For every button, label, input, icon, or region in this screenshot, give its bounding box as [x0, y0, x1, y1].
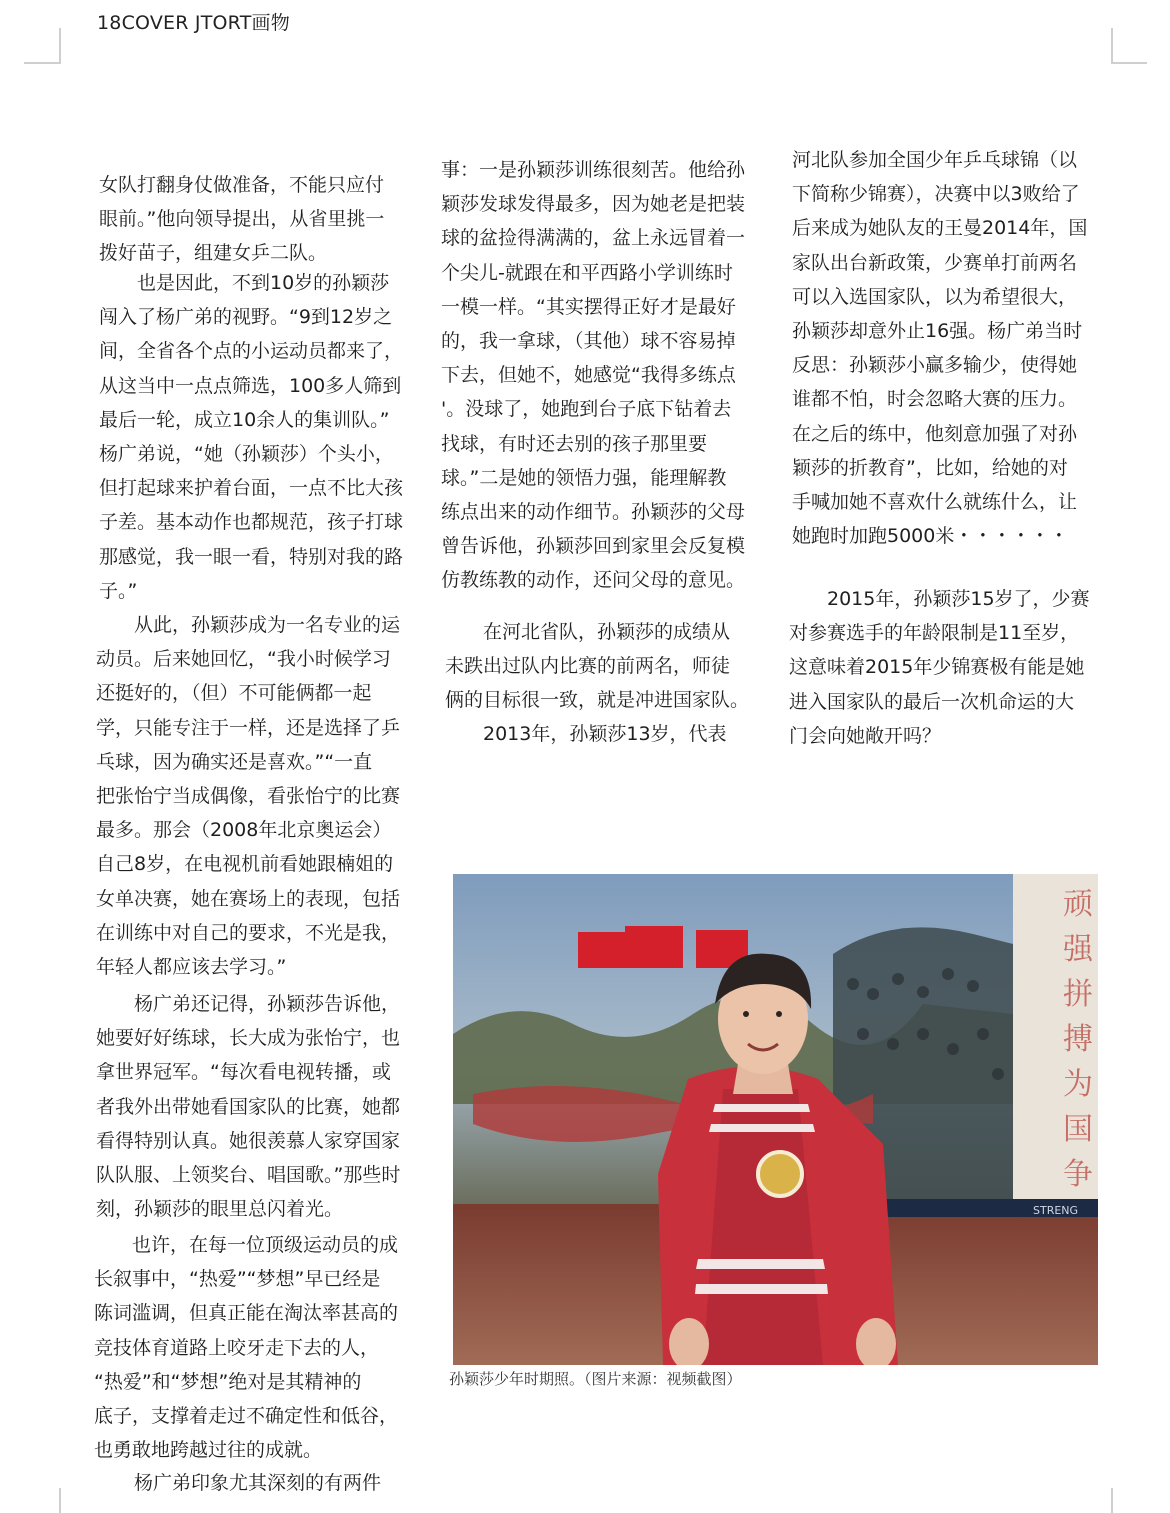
sweater-emblem	[758, 1152, 802, 1196]
left-paragraph-1: 女队打翻身仗做准备，不能只应付 眼前。”他向领导提出，从省里挑一 拨好苗子，组建女乒二队。	[99, 174, 385, 265]
vertical-banner-text	[1063, 887, 1094, 1192]
eye-left	[743, 1011, 749, 1017]
svg-text:国: 国	[1063, 1112, 1093, 1147]
svg-text:顽: 顽	[1063, 887, 1093, 922]
svg-text:拼: 拼	[1063, 977, 1093, 1012]
middle-paragraph-3: 2013年，孙颖莎13岁，代表	[445, 723, 727, 745]
svg-text:强: 强	[1063, 932, 1093, 967]
table-brand-text: STRENG	[1033, 1204, 1079, 1217]
left-paragraph-2: 也是因此，不到10岁的孙颖莎 闯入了杨广弟的视野。“9到12岁之 间，全省各个点的小运动员都来了， 从这当中一点点筛选，100多人筛到 最后一轮，成立10余人的集训队。” 杨广弟说，“她（孙颖莎）个头小， 但打起球来护着台面，一点不比大孩 子差。基本动作也都规范，孩子打球 那感觉，我一眼一看，特别对我的路 子。”	[99, 272, 404, 602]
eye-right	[776, 1011, 782, 1017]
svg-text:争: 争	[1063, 1157, 1093, 1192]
photo-caption: 孙颖莎少年时期照。（图片来源：视频截图）	[449, 1370, 742, 1388]
left-paragraph-3: 从此，孙颖莎成为一名专业的运 动员。后来她回忆，“我小时候学习 还挺好的，（但）不可能俩都一起 学，只能专注于一样，还是选择了乒 乓球，因为确实还是喜欢。”“一直 把张怡宁当成偶像，看张怡宁的比赛 最多。那会（2008年北京奥运会） 自己8岁，在电视机前看她跟楠姐的 女单决赛，她在赛场上的表现，包括 在训练中对自己的要求，不光是我， 年轻人都应该去学习。”	[96, 614, 401, 979]
page-header: 18COVER JTORT画物	[97, 12, 290, 34]
crop-mark-top-left-v	[59, 28, 61, 64]
flag-1	[578, 932, 628, 968]
svg-text:为: 为	[1063, 1067, 1093, 1102]
right-paragraph-1: 河北队参加全国少年乒乓球锦（以 下简称少锦赛），决赛中以3败给了 后来成为她队友的王曼2014年，国 家队出台新政策，少赛单打前两名 可以入选国家队，以为希望很大， 孙颖莎却意外止16强。杨广弟当时 反思：孙颖莎小赢多输少，使得她 谁都不怕，时会忽略大赛的压力。 在之后的练中，他刻意加强了对孙 颖莎的折教育”，比如，给她的对 手喊加她不喜欢什么就练什么，让 她跑时加跑5000米・・・・・・	[792, 149, 1088, 548]
crop-mark-top-right-v	[1111, 28, 1113, 64]
left-paragraph-5: 也许，在每一位顶级运动员的成 长叙事中，“热爱”“梦想”早已经是 陈词滥调，但真正能在淘汰率甚高的 竞技体育道路上咬牙走下去的人， “热爱”和“梦想”绝对是其精神的 底子，支撑着走过不确定性和低谷， 也勇敢地跨越过往的成就。	[94, 1234, 399, 1462]
childhood-photo	[453, 874, 1098, 1365]
middle-paragraph-1: 事：一是孙颖莎训练很刻苦。他给孙 颖莎发球发得最多，因为她老是把装 球的盆捡得满满的，盆上永远冒着一 个尖儿-就跟在和平西路小学训练时 一模一样。“其实摆得正好才是最好 的，我一拿球，（其他）球不容易掉 下去，但她不，她感觉“我得多练点 '。没球了，她跑到台子底下钻着去 找球，有时还去别的孩子那里要 球。”二是她的领悟力强，能理解教 练点出来的动作细节。孙颖莎的父母 曾告诉他，孙颖莎回到家里会反复模 仿教练教的动作，还问父母的意见。	[441, 159, 746, 592]
crop-mark-bottom-right-v	[1111, 1488, 1113, 1513]
left-paragraph-6: 杨广弟印象尤其深刻的有两件	[96, 1472, 382, 1494]
crop-mark-bottom-left-v	[59, 1488, 61, 1513]
svg-text:搏: 搏	[1063, 1022, 1093, 1057]
crop-mark-top-left-h	[24, 62, 61, 64]
crop-mark-top-right-h	[1111, 62, 1147, 64]
left-paragraph-4: 杨广弟还记得，孙颖莎告诉他， 她要好好练球，长大成为张怡宁，也 拿世界冠军。“每次看电视转播，或 者我外出带她看国家队的比赛，她都 看得特别认真。她很羡慕人家穿国家 队队服、上领奖台、唱国歌。”那些时 刻，孙颖莎的眼里总闪着光。	[96, 993, 401, 1221]
right-paragraph-2: 2015年，孙颖莎15岁了，少赛 对参赛选手的年龄限制是11至岁， 这意味着2015年少锦赛极有能是她 进入国家队的最后一次机命运的大 门会向她敞开吗？	[789, 588, 1090, 747]
middle-paragraph-2: 在河北省队，孙颖莎的成绩从 未跌出过队内比赛的前两名，师徒 俩的目标很一致，就是冲进国家队。	[445, 621, 750, 712]
flag-2	[625, 926, 683, 968]
